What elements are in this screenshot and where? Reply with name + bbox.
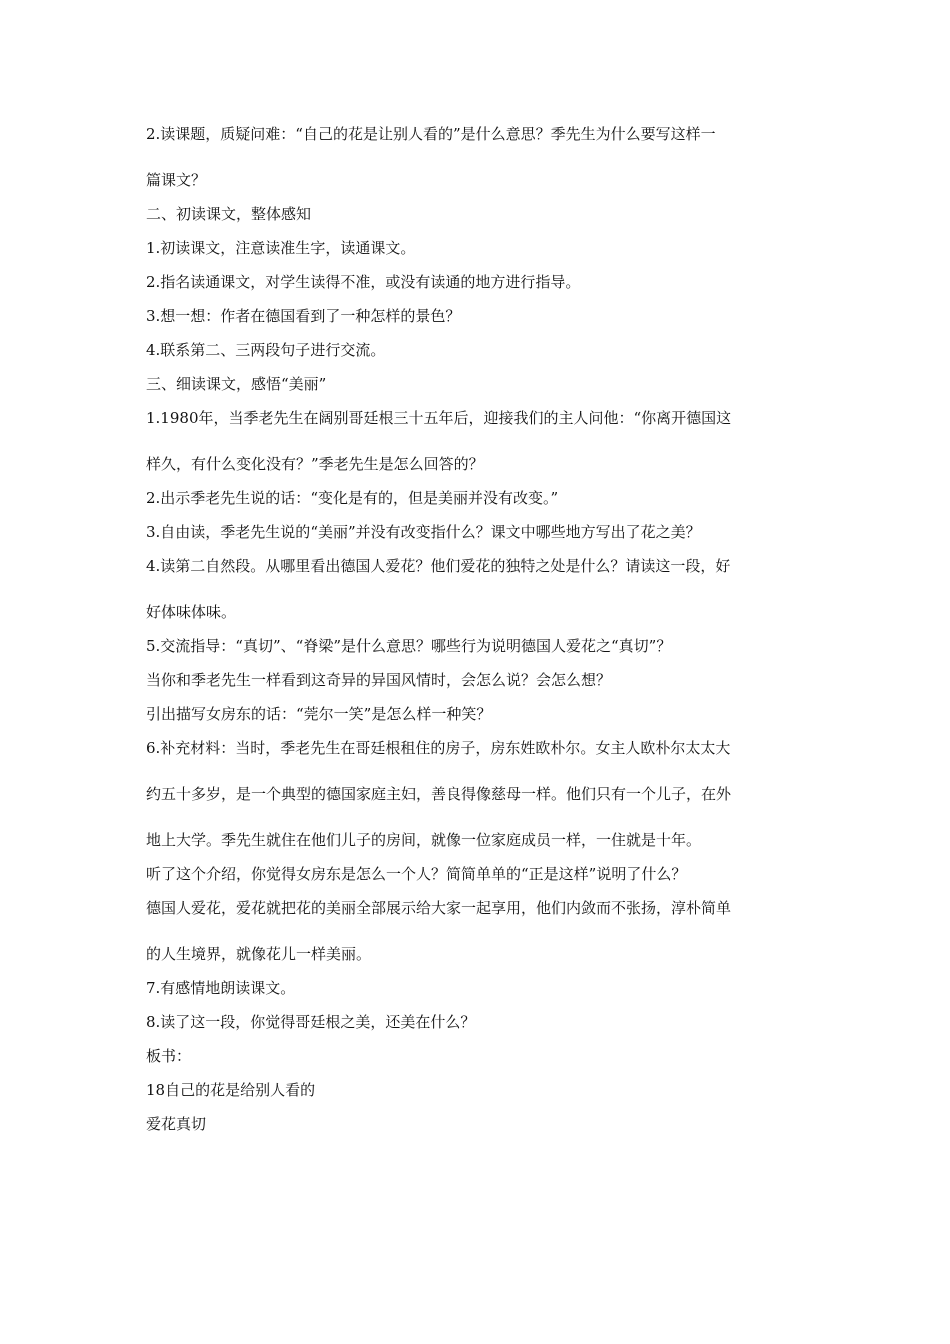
paragraph-21-line-1: 18自己的花是给别人看的: [146, 1081, 316, 1099]
paragraph-13-line-1: 当你和季老先生一样看到这奇异的异国风情时，会怎么说？会怎么想？: [146, 671, 612, 689]
paragraph-3-line-1: 1.初读课文，注意读准生字，读通课文。: [146, 239, 416, 257]
paragraph-1-line-1: 2.读课题，质疑问难：“自己的花是让别人看的”是什么意思？季先生为什么要写这样一: [146, 125, 716, 143]
paragraph-8-line-2: 样久，有什么变化没有？”季老先生是怎么回答的？: [146, 455, 484, 473]
paragraph-2-line-1: 二、初读课文，整体感知: [146, 205, 312, 223]
paragraph-15-line-2: 约五十多岁，是一个典型的德国家庭主妇，善良得像慈母一样。他们只有一个儿子，在外: [146, 785, 732, 803]
paragraph-5-line-1: 3.想一想：作者在德国看到了一种怎样的景色？: [146, 307, 461, 325]
paragraph-17-line-2: 的人生境界，就像花儿一样美丽。: [146, 945, 372, 963]
paragraph-19-line-1: 8.读了这一段，你觉得哥廷根之美，还美在什么？: [146, 1013, 476, 1031]
paragraph-12-line-1: 5.交流指导：“真切”、“脊梁”是什么意思？哪些行为说明德国人爱花之“真切”？: [146, 637, 672, 655]
paragraph-10-line-1: 3.自由读，季老先生说的“美丽”并没有改变指什么？课文中哪些地方写出了花之美？: [146, 523, 701, 541]
paragraph-17-line-1: 德国人爱花，爱花就把花的美丽全部展示给大家一起享用，他们内敛而不张扬，淳朴简单: [146, 899, 732, 917]
paragraph-8-line-1: 1.1980年，当季老先生在阔别哥廷根三十五年后，迎接我们的主人问他：“你离开德国这: [146, 409, 732, 427]
document-body: [146, 124, 811, 1148]
paragraph-18-line-1: 7.有感情地朗读课文。: [146, 979, 296, 997]
paragraph-11-line-2: 好体味体味。: [146, 603, 237, 621]
paragraph-4-line-1: 2.指名读通课文，对学生读得不准，或没有读通的地方进行指导。: [146, 273, 581, 291]
paragraph-20-line-1: 板书：: [146, 1047, 192, 1065]
paragraph-9-line-1: 2.出示季老先生说的话：“变化是有的，但是美丽并没有改变。”: [146, 489, 559, 507]
paragraph-15-line-3: 地上大学。季先生就住在他们儿子的房间，就像一位家庭成员一样，一住就是十年。: [146, 831, 702, 849]
paragraph-7-line-1: 三、细读课文，感悟“美丽”: [146, 375, 327, 393]
paragraph-22-line-1: 爱花真切: [146, 1115, 207, 1133]
paragraph-1-line-2: 篇课文？: [146, 171, 207, 189]
paragraph-11-line-1: 4.读第二自然段。从哪里看出德国人爱花？他们爱花的独特之处是什么？请读这一段，好: [146, 557, 731, 575]
paragraph-6-line-1: 4.联系第二、三两段句子进行交流。: [146, 341, 386, 359]
paragraph-15-line-1: 6.补充材料：当时，季老先生在哥廷根租住的房子，房东姓欧朴尔。女主人欧朴尔太太大: [146, 739, 731, 757]
paragraph-16-line-1: 听了这个介绍，你觉得女房东是怎么一个人？简简单单的“正是这样”说明了什么？: [146, 865, 687, 883]
paragraph-14-line-1: 引出描写女房东的话：“莞尔一笑”是怎么样一种笑？: [146, 705, 492, 723]
